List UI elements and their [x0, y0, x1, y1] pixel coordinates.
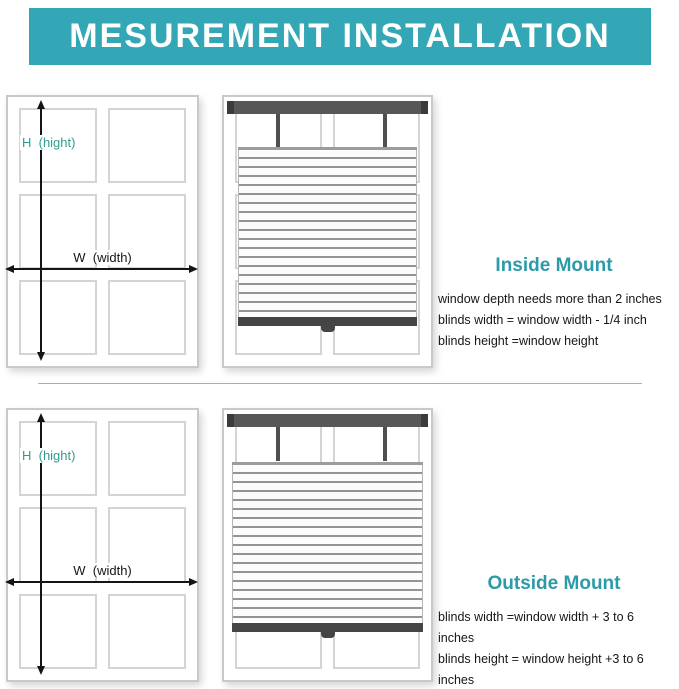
- outside-mount-line: blinds width =window width + 3 to 6 inches: [438, 610, 634, 645]
- blind-cord-right: [383, 427, 387, 461]
- window-with-blind-inside: [222, 95, 433, 368]
- blind-bottomrail: [232, 623, 423, 632]
- pleated-shade: [238, 147, 417, 326]
- width-arrow: [14, 268, 189, 270]
- header-banner: [29, 8, 651, 65]
- blind-cord-left: [276, 114, 280, 148]
- window-pane: [19, 594, 97, 669]
- height-label: H (hight): [22, 448, 76, 463]
- window-pane: [108, 594, 186, 669]
- pull-tab: [321, 326, 335, 332]
- inside-mount-info: [438, 255, 670, 352]
- window-with-blind-outside: [222, 408, 433, 682]
- blind-bottomrail: [238, 317, 417, 326]
- width-label: W (width): [73, 563, 132, 578]
- shade-pleats: [232, 465, 423, 623]
- pull-tab: [321, 632, 335, 638]
- width-arrow: [14, 581, 189, 583]
- inside-mount-line: blinds width = window width - 1/4 inch: [438, 313, 647, 327]
- height-label: H (hight): [22, 135, 76, 150]
- blind-cord-right: [383, 114, 387, 148]
- window-measure-diagram: [6, 408, 199, 682]
- page-title: MESUREMENT INSTALLATION: [69, 17, 611, 55]
- section-divider: [38, 383, 642, 384]
- pleated-shade: [232, 462, 423, 632]
- outside-mount-info: [438, 573, 670, 689]
- shade-pleats: [238, 150, 417, 317]
- inside-mount-heading: Inside Mount: [495, 255, 613, 276]
- window-pane: [108, 421, 186, 496]
- outside-mount-line: blinds height = window height +3 to 6 inches: [438, 652, 644, 687]
- width-label: W (width): [73, 250, 132, 265]
- window-pane: [108, 280, 186, 355]
- window-pane: [108, 108, 186, 183]
- blind-headrail: [227, 414, 428, 427]
- outside-mount-heading: Outside Mount: [487, 573, 621, 594]
- window-pane: [19, 280, 97, 355]
- inside-mount-line: window depth needs more than 2 inches: [438, 292, 662, 306]
- inside-mount-line: blinds height =window height: [438, 334, 599, 348]
- blind-headrail: [227, 101, 428, 114]
- window-measure-diagram: [6, 95, 199, 368]
- blind-cord-left: [276, 427, 280, 461]
